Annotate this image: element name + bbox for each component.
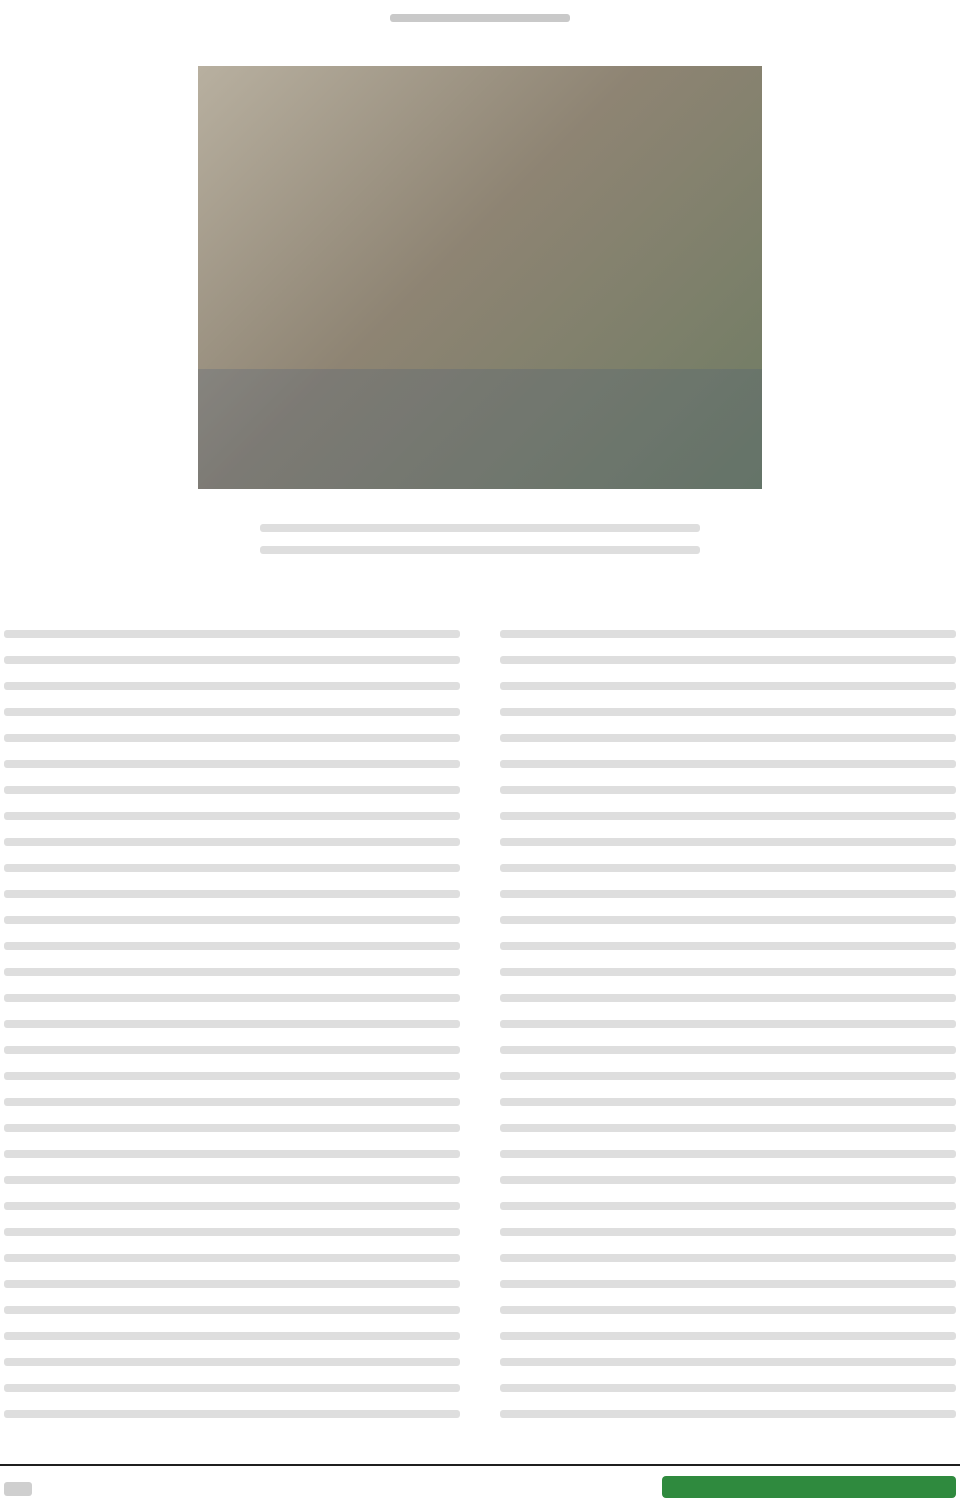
footer-rule xyxy=(0,1464,960,1466)
figure-photo xyxy=(198,66,762,489)
running-header xyxy=(390,8,570,28)
left-column xyxy=(4,620,460,1420)
photo-shade xyxy=(198,369,762,489)
right-column xyxy=(500,620,956,1420)
page-number xyxy=(4,1482,32,1496)
figure-caption xyxy=(260,518,700,566)
journal-footer-title xyxy=(662,1476,956,1498)
